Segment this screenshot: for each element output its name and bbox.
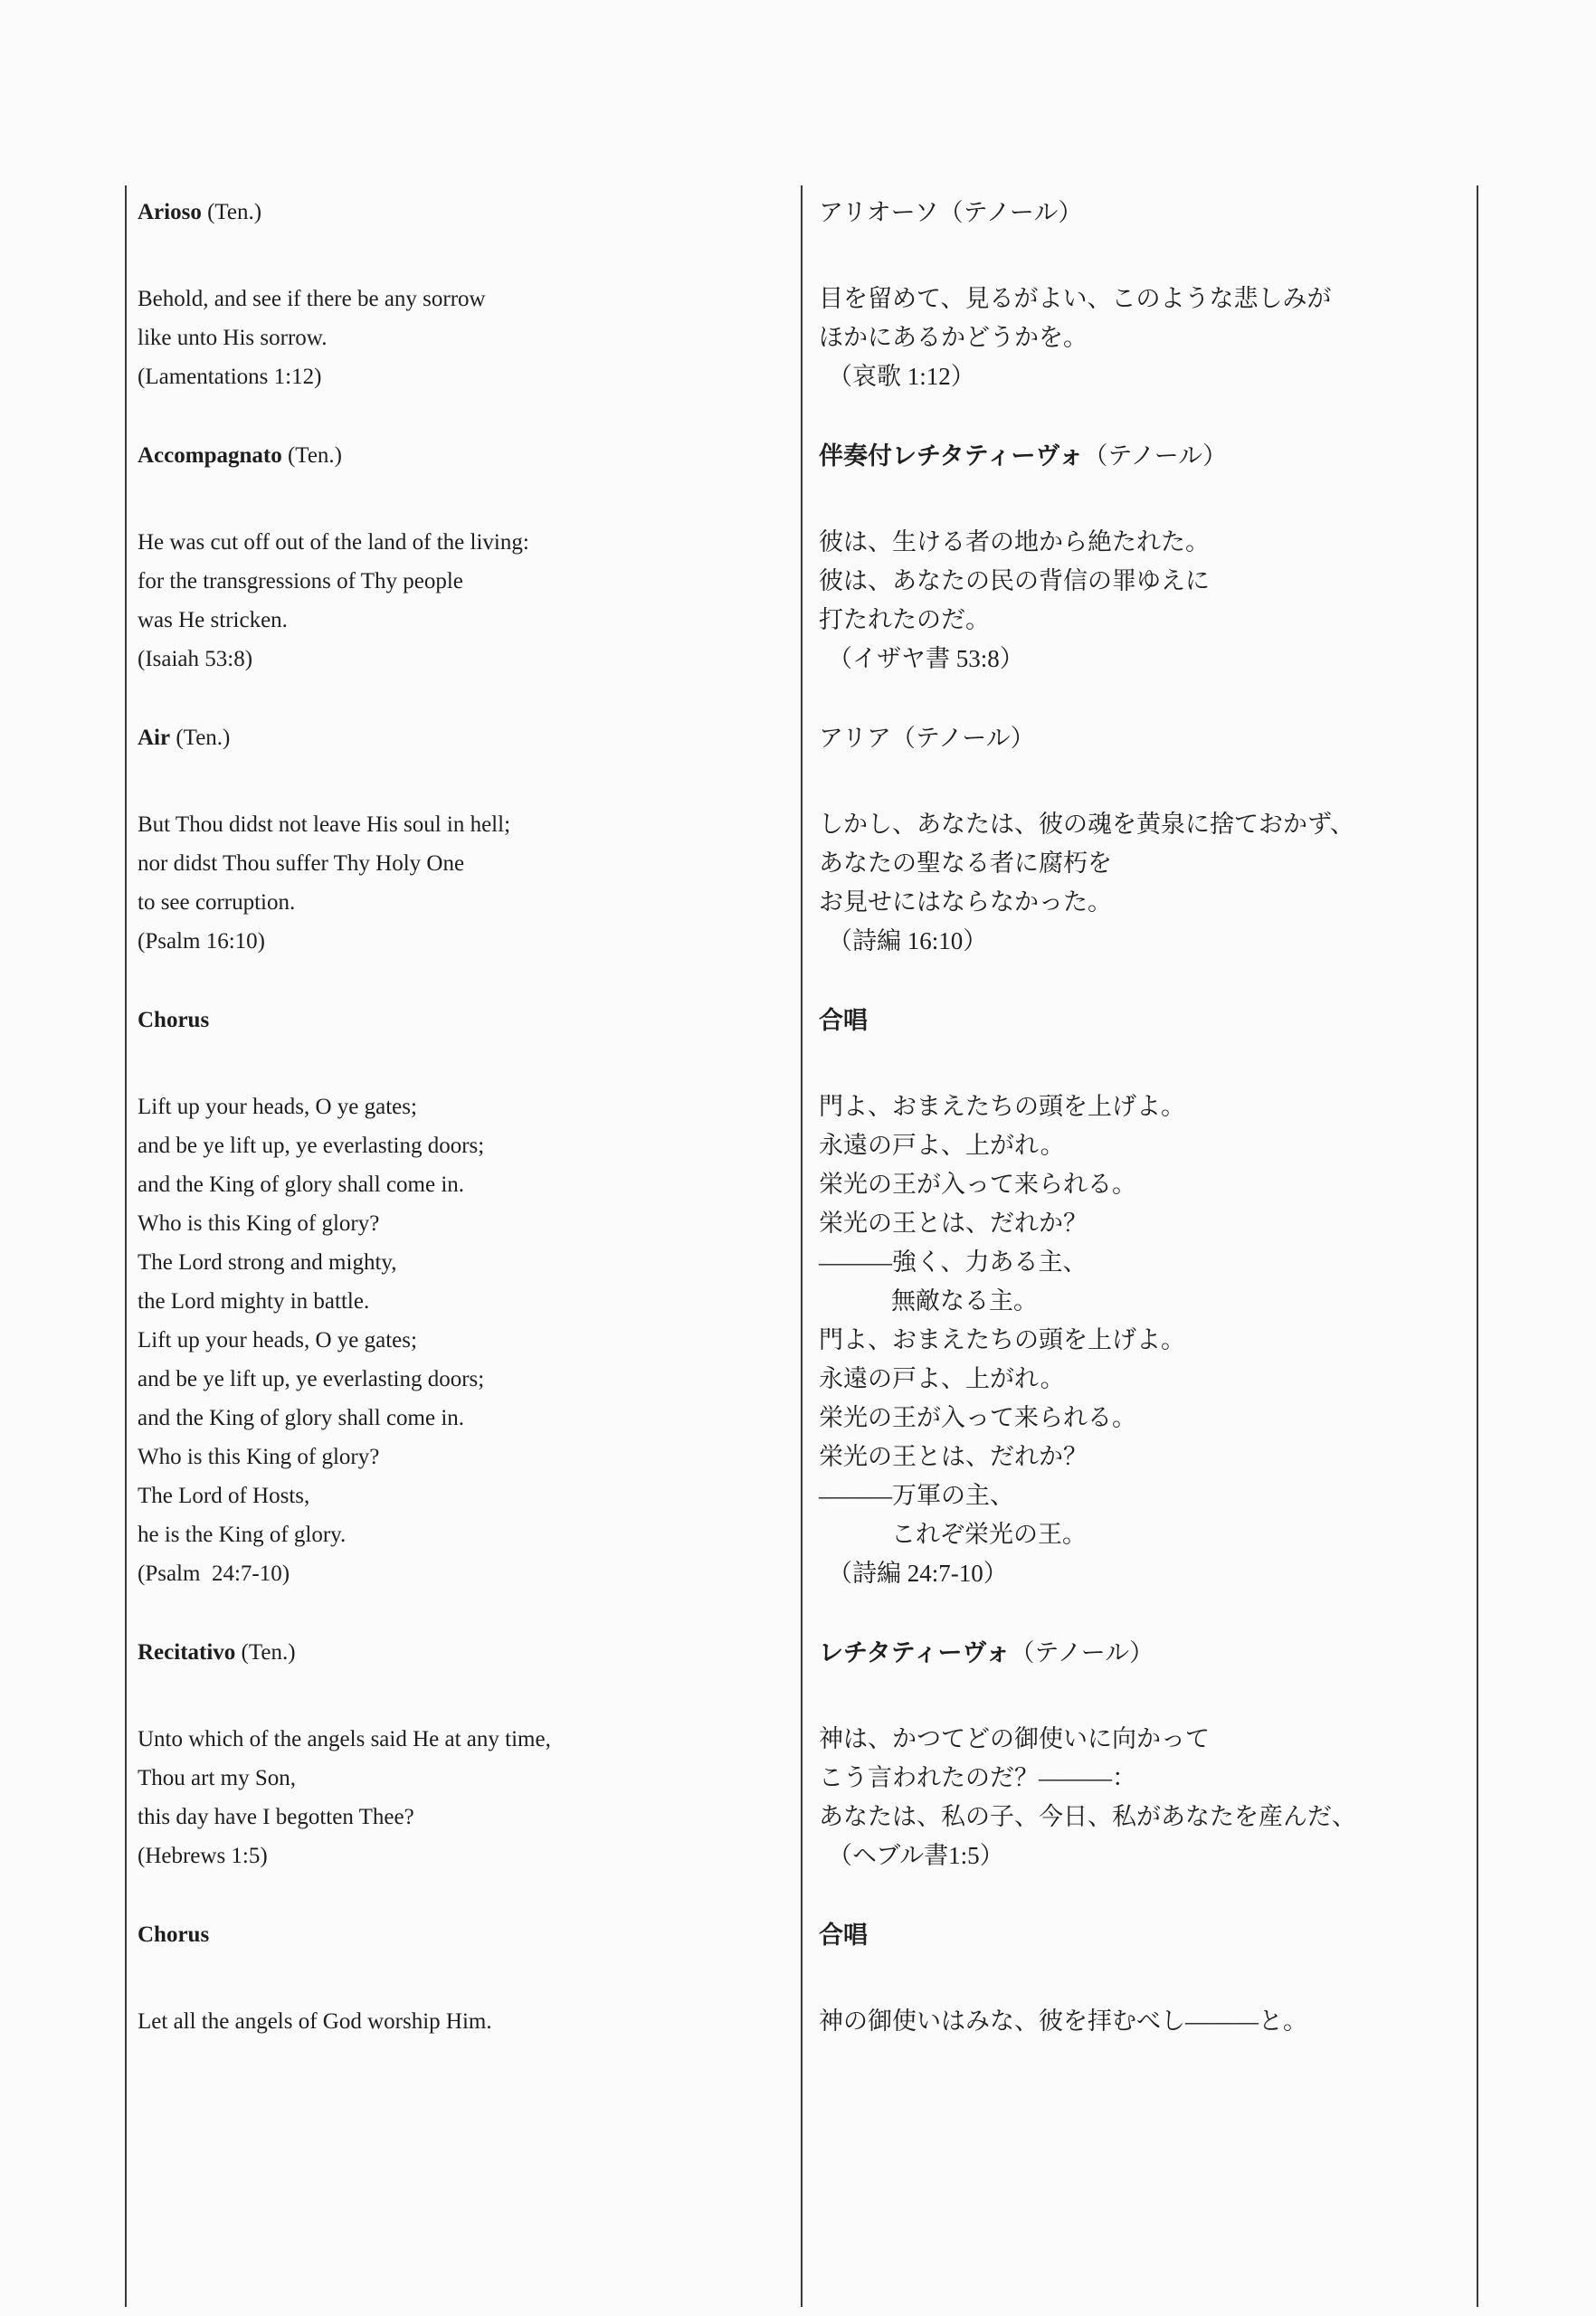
section-recitativo-en	[138, 1635, 780, 1875]
lyric-line: 永遠の戸よ、上がれ。	[819, 1365, 1065, 1392]
lyric-line: 栄光の王が入って来られる。	[819, 1171, 1136, 1198]
lyric-line: 神の御使いはみな、彼を拝むべし―――と。	[819, 2008, 1307, 2035]
section-chorus-ja	[819, 1002, 1461, 1593]
lyric-line: But Thou didst not leave His soul in hell;	[138, 812, 511, 837]
lyric-line: Who is this King of glory?	[138, 1211, 380, 1236]
section-heading: Accompagnato (Ten.)	[138, 443, 342, 468]
scripture-reference: (Hebrews 1:5)	[138, 1844, 268, 1868]
lyric-line: 打たれたのだ。	[819, 606, 990, 633]
section-air-en	[138, 720, 780, 961]
lyric-line: he is the King of glory.	[138, 1523, 347, 1547]
right-border-rule	[1477, 185, 1478, 2307]
lyric-line: was He stricken.	[138, 608, 288, 632]
lyric-line: 栄光の王が入って来られる。	[819, 1404, 1136, 1431]
section-heading: アリオーソ（テノール）	[819, 199, 1083, 226]
lyric-line: 彼は、あなたの民の背信の罪ゆえに	[819, 567, 1210, 594]
lyric-line: 門よ、おまえたちの頭を上げよ。	[819, 1093, 1185, 1120]
section-heading: Chorus	[138, 1008, 210, 1032]
lyric-line: this day have I begotten Thee?	[138, 1805, 414, 1829]
section-air-ja	[819, 720, 1461, 961]
lyric-line: for the transgressions of Thy people	[138, 569, 463, 593]
section-arioso-ja	[819, 195, 1461, 396]
scripture-reference: （イザヤ書 53:8）	[828, 645, 1024, 672]
lyric-line: 彼は、生ける者の地から絶たれた。	[819, 528, 1210, 555]
lyric-line: あなたの聖なる者に腐朽を	[819, 850, 1112, 877]
lyric-line: The Lord strong and mighty,	[138, 1250, 397, 1275]
section-chorus-2-ja	[819, 1917, 1461, 2041]
scripture-reference: （詩編 24:7-10）	[828, 1560, 1008, 1587]
lyric-line: 栄光の王とは、だれか？	[819, 1443, 1088, 1470]
scripture-reference: （詩編 16:10）	[828, 927, 988, 954]
scripture-reference: (Psalm 16:10)	[138, 929, 265, 954]
lyric-line: ―――強く、力ある主、	[819, 1248, 1088, 1276]
lyric-line: ほかにあるかどうかを。	[819, 324, 1088, 351]
lyric-line: nor didst Thou suffer Thy Holy One	[138, 851, 465, 876]
lyric-line: and be ye lift up, ye everlasting doors;	[138, 1134, 485, 1158]
scripture-reference: (Isaiah 53:8)	[138, 647, 253, 671]
english-text-column	[138, 195, 780, 2041]
section-heading: 伴奏付レチタティーヴォ（テノール）	[819, 442, 1228, 470]
lyric-line: He was cut off out of the land of the living:	[138, 530, 529, 555]
section-accompagnato-en	[138, 438, 780, 679]
lyric-line: 栄光の王とは、だれか？	[819, 1210, 1088, 1237]
lyric-line: the Lord mighty in battle.	[138, 1289, 370, 1314]
lyric-line: ―――万軍の主、	[819, 1482, 1014, 1509]
section-heading: Arioso (Ten.)	[138, 200, 262, 224]
lyric-line: Unto which of the angels said He at any time,	[138, 1727, 551, 1751]
lyric-line: Who is this King of glory?	[138, 1445, 380, 1469]
center-divider-rule	[801, 185, 803, 2307]
lyric-line: The Lord of Hosts,	[138, 1484, 310, 1508]
section-chorus-2-en	[138, 1917, 780, 2041]
japanese-text-column	[819, 195, 1461, 2041]
lyric-line: しかし、あなたは、彼の魂を黄泉に捨ておかず、	[819, 811, 1354, 838]
section-accompagnato-ja	[819, 438, 1461, 679]
lyric-line: 目を留めて、見るがよい、このような悲しみが	[819, 285, 1332, 312]
lyric-line: こう言われたのだ？―――：	[819, 1764, 1136, 1791]
lyric-line: お見せにはならなかった。	[819, 888, 1112, 916]
lyric-line: Lift up your heads, O ye gates;	[138, 1095, 417, 1119]
lyric-line: あなたは、私の子、今日、私があなたを産んだ、	[819, 1803, 1356, 1830]
section-heading: レチタティーヴォ（テノール）	[819, 1639, 1154, 1666]
scripture-reference: （哀歌 1:12）	[828, 363, 975, 390]
lyric-line: これぞ栄光の王。	[891, 1521, 1087, 1548]
section-heading: Air (Ten.)	[138, 726, 231, 750]
lyric-line: Thou art my Son,	[138, 1766, 296, 1790]
left-border-rule	[125, 185, 127, 2307]
lyric-line: to see corruption.	[138, 890, 296, 915]
lyric-line: and be ye lift up, ye everlasting doors;	[138, 1367, 485, 1391]
lyric-line: Lift up your heads, O ye gates;	[138, 1328, 417, 1353]
lyric-line: 神は、かつてどの御使いに向かって	[819, 1725, 1210, 1752]
section-heading: Chorus	[138, 1922, 210, 1947]
section-heading: アリア（テノール）	[819, 725, 1035, 752]
scripture-reference: （ヘブル書1:5）	[828, 1842, 1004, 1869]
scripture-reference: (Psalm 24:7-10)	[138, 1561, 290, 1586]
scripture-reference: (Lamentations 1:12)	[138, 365, 322, 389]
section-chorus-en	[138, 1002, 780, 1593]
lyric-line: and the King of glory shall come in.	[138, 1172, 465, 1197]
lyric-line: Let all the angels of God worship Him.	[138, 2009, 492, 2034]
section-heading: Recitativo (Ten.)	[138, 1640, 296, 1665]
lyric-line: 無敵なる主。	[891, 1287, 1038, 1315]
section-arioso-en	[138, 195, 780, 396]
lyric-line: like unto His sorrow.	[138, 326, 328, 350]
section-heading: 合唱	[819, 1922, 868, 1949]
lyric-line: 永遠の戸よ、上がれ。	[819, 1132, 1065, 1159]
section-heading: 合唱	[819, 1007, 868, 1034]
lyric-line: Behold, and see if there be any sorrow	[138, 287, 486, 311]
section-recitativo-ja	[819, 1635, 1461, 1875]
lyric-line: 門よ、おまえたちの頭を上げよ。	[819, 1326, 1185, 1353]
lyric-line: and the King of glory shall come in.	[138, 1406, 465, 1430]
